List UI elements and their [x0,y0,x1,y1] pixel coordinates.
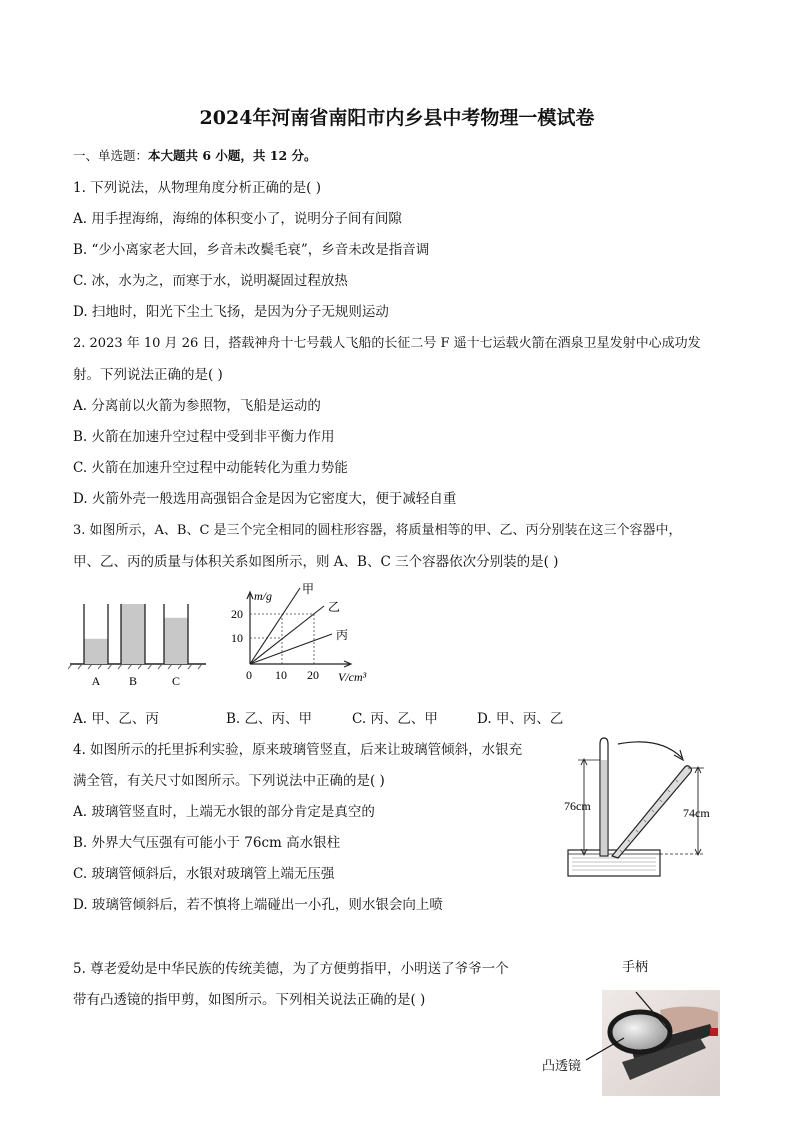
line-bing [250,634,332,664]
convex-lens [610,1012,670,1052]
q1-option-d: D. 扫地时，阳光下尘土飞扬，是因为分子无规则运动 [73,304,389,320]
q2-option-b: B. 火箭在加速升空过程中受到非平衡力作用 [73,429,335,445]
container-b-label: B [128,674,138,688]
y-tick-20: 20 [231,607,243,621]
section-desc: 本大题共 6 小题，共 12 分。 [148,148,317,163]
page-title: 2024年河南省南阳市内乡县中考物理一模试卷 [199,107,595,129]
q3-option-c: C. 丙、乙、甲 [352,711,438,727]
q3-stem-line1: 3. 如图所示，A、B、C 是三个完全相同的圆柱形容器，将质量相等的甲、乙、丙分别装在这三个容器中， [73,523,682,538]
tilted-tube [612,766,692,858]
x-tick-0: 0 [246,668,252,682]
torricelli-figure [560,736,730,880]
x-axis-label: V/cm³ [338,670,367,684]
line-yi [250,606,324,664]
q5-stem-line1: 5. 尊老爱幼是中华民族的传统美德，为了方便剪指甲，小明送了爷爷一个 [73,961,509,977]
x-tick-10: 10 [275,668,287,682]
line-yi-label: 乙 [328,600,341,614]
q2-option-d: D. 火箭外壳一般选用高强铝合金是因为它密度大，便于减轻自重 [73,491,457,507]
q4-stem-line2: 满全管，有关尺寸如图所示。下列说法中正确的是( ) [73,773,385,789]
q1-option-c: C. 冰，水为之，而寒于水，说明凝固过程放热 [73,273,348,289]
q2-option-c: C. 火箭在加速升空过程中动能转化为重力势能 [73,460,348,476]
vertical-tube-mercury [601,760,607,855]
container-c-liquid [164,618,188,664]
container-a-label: A [91,674,101,688]
containers-figure [68,596,218,692]
left-height-label: 76cm [564,799,591,813]
section-heading [73,146,317,164]
line-jia-label: 甲 [302,582,315,596]
container-a-liquid [84,639,108,664]
q4-option-d: D. 玻璃管倾斜后，若不慎将上端碰出一小孔，则水银会向上喷 [73,897,443,913]
handle-label: 手柄 [622,959,649,974]
x-tick-20: 20 [307,668,319,682]
q1-stem: 1. 下列说法，从物理角度分析正确的是( ) [73,180,321,196]
q5-stem-line2: 带有凸透镜的指甲剪，如图所示。下列相关说法正确的是( ) [73,992,426,1008]
q4-option-a: A. 玻璃管竖直时，上端无水银的部分肯定是真空的 [73,804,375,820]
q3-stem-line2: 甲、乙、丙的质量与体积关系如图所示，则 A、B、C 三个容器依次分别装的是( ) [73,554,559,570]
q2-stem-line2: 射。下列说法正确的是( ) [73,367,223,383]
q4-option-b: B. 外界大气压强有可能小于 76cm 高水银柱 [73,835,341,851]
clipper-tip [710,1028,718,1036]
container-b-liquid [121,604,145,664]
nail-clipper-figure [560,972,724,1098]
q4-option-c: C. 玻璃管倾斜后，水银对玻璃管上端无压强 [73,866,335,882]
q3-option-a: A. 甲、乙、丙 [73,711,159,727]
q1-option-b: B. “少小离家老大回，乡音未改鬓毛衰”，乡音未改是指音调 [73,242,430,258]
q3-option-b: B. 乙、丙、甲 [226,711,313,727]
q4-stem-line1: 4. 如图所示的托里拆利实验，原来玻璃管竖直，后来让玻璃管倾斜，水银充 [73,742,523,758]
container-c-label: C [171,674,181,688]
q2-option-a: A. 分离前以火箭为参照物，飞船是运动的 [73,398,321,414]
line-bing-label: 丙 [336,628,349,642]
convex-lens-label: 凸透镜 [542,1058,582,1073]
q2-stem-line1: 2. 2023 年 10 月 26 日，搭载神舟十七号载人飞船的长征二号 F 遥十七运载火箭在酒泉卫星发射中心成功发 [73,336,701,351]
right-height-label: 74cm [683,806,710,820]
q3-option-d: D. 甲、丙、乙 [477,711,564,727]
tilt-arrow [618,742,682,758]
section-prefix: 一、单选题： [73,148,149,163]
q1-option-a: A. 用手捏海绵，海绵的体积变小了，说明分子间有间隙 [73,211,402,227]
y-axis-label: m/g [254,589,272,603]
y-tick-10: 10 [231,631,243,645]
mass-volume-graph [226,580,386,688]
